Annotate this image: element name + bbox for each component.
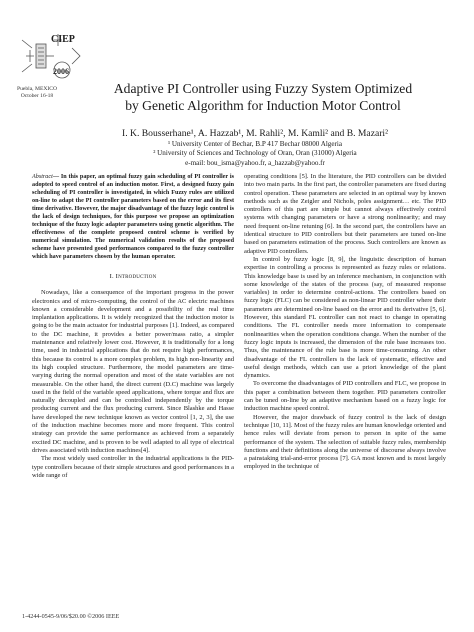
intro-paragraph-2: The most widely used controller in the industrial applications is the PID-type controllers because of their simple structures and good performances in a wide range of: [32, 455, 234, 479]
left-column: [32, 173, 234, 480]
abstract-lead: Abstract: [32, 174, 53, 180]
affiliation-2: ² University of Sciences and Technology of Oran, Oran (31000) Algeria: [153, 149, 357, 157]
title-line-2: by Genetic Algorithm for Induction Motor Control: [125, 98, 401, 113]
logo-acronym: CIEP: [51, 34, 75, 45]
right-paragraph-4: However, the major drawback of fuzzy control is the lack of design technique [10, 11]. Most of the fuzzy rules are human knowledge oriented and hence rules will deviate from person to person in spite of the same performance of the system. The selection of suitable fuzzy rules, membership functions and their definitions along the universe of discourse always involve a painstaking trial-and-error process [7]. GA most known and is most largely employed in the technique of: [244, 413, 446, 471]
conference-dates: October 16-18: [20, 93, 54, 99]
ciep-logo: [20, 30, 82, 82]
copyright-footer: 1-4244-0545-9/06/$20.00 ©2006 IEEE: [22, 613, 120, 620]
author-email: e-mail: bou_isma@yahoo.fr, a_hazzab@yahoo.fr: [185, 159, 325, 167]
right-column: [244, 173, 446, 472]
title-line-1: Adaptive PI Controller using Fuzzy System Optimized: [113, 81, 413, 96]
right-paragraph-1: operating conditions [5]. In the literature, the PID controllers can be divided into two main parts. In the first part, the controller parameters are fixed during control operation. These parameters are selected in an optimal way by known methods such as the Zeigler and Nichols, poles assignment… etc. The PID controllers of this part are simple but cannot always effectively control systems with changing parameters or have a strong nonlinearity; and may need frequent on-line retuning [6]. In the second part, the controllers have an identical structure to PID controllers but their parameters are tuned on-line based on parameters estimation of the process. Such controllers are known as adaptive PID controllers.: [244, 173, 446, 255]
paper-title: [98, 80, 428, 114]
right-paragraph-2: In control by fuzzy logic [8, 9], the linguistic description of human expertise in controlling a process is represented as fuzzy rules or relations. This knowledge base is used by an inference mechanism, in conjunction with some knowledge of the states of the process (say, of measured response variables) in order to determine control-actions. The controllers based on fuzzy logic (FLC) can be considered as non-linear PID controller where their parameters are determined on-line based on the error and its derivative [5, 6]. However, this standard FL controller can not react to change in operating conditions. The FL controller needs more information to compensate nonlinearities when the operation conditions change. When the number of the fuzzy logic inputs is increased, the dimension of the rule base increases too. Thus, the maintenance of the rule base is more time-consuming. An other disadvantage of the FL controllers is the lack of systematic, effective and useful design methods, which can use a priori knowledge of the plant dynamics.: [244, 255, 446, 380]
abstract: [32, 173, 234, 261]
intro-paragraph-1: Nowadays, like a consequence of the important progress in the power electronics and of micro-computing, the control of the AC electric machines known a considerable development and a possibility of the real time implantation applications. It is widely recognized that the induction motor is going to be the main actuator for industrial purposes [1]. Indeed, as compared to the DC machine, it provides a better power/mass ratio, a simpler maintenance and relatively lower cost. However, it is traditionally for a long time, used in industrial applications that do not require high performances, this because its control is a more complex problem, its high non-linearity and its high coupled structure. Furthermore, the model parameters are time-varying during the normal operation and most of the state variables are not measurable. On the other hand, the direct current (D.C) machine was largely used in the field of the variable speed applications, where torque and flux are naturally decoupled and can be controlled independently by the torque producing current and the flux producing current. Since Blashke and Hasse have developed the new technique known as vector control [1, 2, 3], the use of the induction machine becomes more and more frequent. This control strategy can provide the same performance as achieved from a separately excited DC machine, and is proven to be well adapted to all type of electrical drives associated with induction machines[4].: [32, 289, 234, 454]
conference-location: Puebla, MEXICO: [16, 86, 58, 92]
section-heading-introduction: I. Introduction: [109, 273, 157, 280]
abstract-text: — In this paper, an optimal fuzzy gain scheduling of PI controller is adopted to speed control of an induction motor. First, a designed fuzzy gain scheduling of PI controller is investigated, in which Fuzzy rules are utilized on-line to adapt the PI controller parameters based on the error and its first time derivative. However, the major disadvantage of the fuzzy logic control is the lack of design techniques, for this purpose we propose an optimization technique of the fuzzy logic adapter parameters using genetic algorithm. The effectiveness of the complete proposed control scheme is verified by numerical simulation. The numerical validation results of the proposed scheme have presented good performances compared to the fuzzy controller which have parameters chosen by the human operator.: [32, 174, 234, 260]
affiliation-1: ¹ University Center of Bechar, B.P 417 Bechar 08000 Algeria: [168, 140, 342, 148]
right-paragraph-3: To overcome the disadvantages of PID controllers and FLC, we propose in this paper a combination between them together. PID parameters controller can be tuned on-line by an adaptive mechanism based on a fuzzy logic for induction machine speed control.: [244, 380, 446, 413]
logo-year: 2006: [53, 67, 69, 76]
author-list: I. K. Bousserhane¹, A. Hazzab¹, M. Rahli², M. Kamli² and B. Mazari²: [122, 128, 388, 139]
